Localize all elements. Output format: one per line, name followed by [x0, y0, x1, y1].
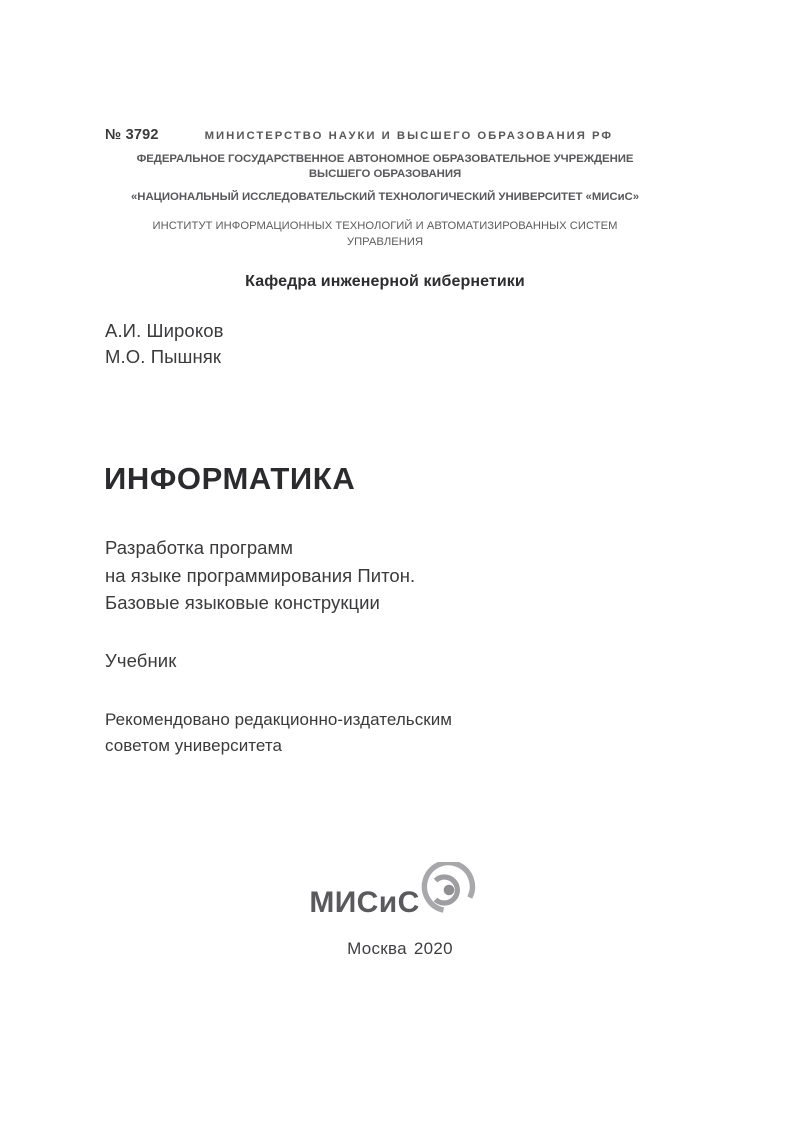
institute-line-2: УПРАВЛЕНИЯ [346, 235, 424, 248]
book-title: ИНФОРМАТИКА [104, 461, 356, 496]
ministry-name: МИНИСТЕРСТВО НАУКИ И ВЫСШЕГО ОБРАЗОВАНИЯ РФ [204, 130, 614, 142]
imprint [0, 939, 800, 959]
publisher-logo [0, 862, 800, 923]
subtitle-line-1: Разработка программ [105, 537, 294, 558]
university-name: «НАЦИОНАЛЬНЫЙ ИССЛЕДОВАТЕЛЬСКИЙ ТЕХНОЛОГИЧЕСКИЙ УНИВЕРСИТЕТ «МИСиС» [130, 191, 639, 204]
imprint-year: 2020 [413, 939, 453, 958]
recommendation-line-1: Рекомендовано редакционно-издательским [105, 710, 453, 729]
misis-concentric-rings-icon [421, 862, 477, 923]
book-subtitle [105, 534, 625, 617]
author-2: М.О. Пышняк [105, 346, 222, 367]
subtitle-line-2: на языке программирования Питон. [105, 564, 416, 586]
misis-wordmark: МИСиС [309, 885, 420, 919]
recommendation-line-2: советом университета [105, 736, 283, 755]
subtitle-line-3: Базовые языковые конструкции [105, 592, 380, 613]
imprint-city: Москва [347, 939, 407, 958]
recommendation-block [105, 707, 625, 759]
organization-line-2: ВЫСШЕГО ОБРАЗОВАНИЯ [308, 168, 462, 181]
ministry-header-row [105, 127, 665, 143]
institute-block [100, 219, 670, 250]
department-name: Кафедра инженерной кибернетики [245, 273, 525, 290]
document-number: № 3792 [105, 127, 159, 143]
organization-line-1: ФЕДЕРАЛЬНОЕ ГОСУДАРСТВЕННОЕ АВТОНОМНОЕ ОБРАЗОВАТЕЛЬНОЕ УЧРЕЖДЕНИЕ [136, 153, 634, 165]
organization-block [100, 152, 670, 206]
author-1: А.И. Широков [105, 320, 224, 341]
institute-line-1: ИНСТИТУТ ИНФОРМАЦИОННЫХ ТЕХНОЛОГИЙ И АВТОМАТИЗИРОВАННЫХ СИСТЕМ [152, 220, 618, 232]
authors-block [105, 318, 224, 370]
book-type: Учебник [105, 650, 177, 671]
